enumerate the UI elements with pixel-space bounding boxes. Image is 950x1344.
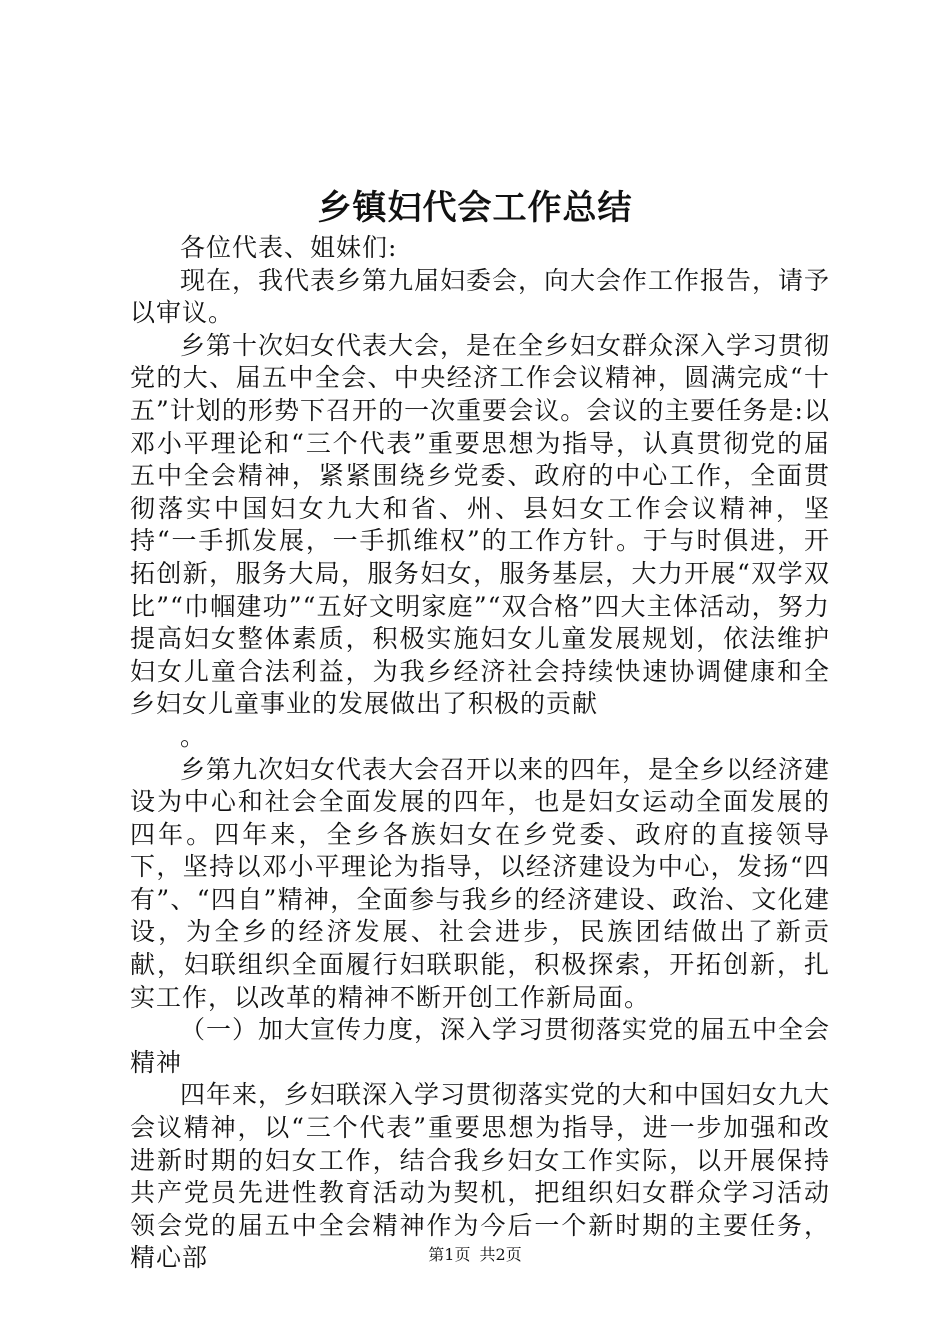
section-heading: （一）加大宣传力度，深入学习贯彻落实党的届五中全会精神 [130, 1015, 831, 1077]
salutation-paragraph: 各位代表、姐妹们: [180, 233, 398, 262]
page-number: 第1页 [428, 1245, 471, 1264]
document-body [130, 232, 830, 1275]
body-paragraph: 现在，我代表乡第九届妇委会，向大会作工作报告，请予以审议。 [130, 265, 831, 328]
body-paragraph: 四年来，乡妇联深入学习贯彻落实党的大和中国妇女九大会议精神，以“三个代表”重要思想为指导，进一步加强和改进新时期的妇女工作，结合我乡妇女工作实际，以开展保持共产党员先进性教育活动为契机，把组织妇女群众学习活动领会党的届五中全会精神作为今后一个新时期的主要任务，精心部 [130, 1080, 831, 1273]
page-footer [0, 1244, 950, 1266]
stray-punctuation: 。 [180, 721, 207, 751]
document-title: 乡镇妇代会工作总结 [317, 188, 633, 228]
page-total: 共2页 [479, 1245, 522, 1264]
body-paragraph: 乡第十次妇女代表大会，是在全乡妇女群众深入学习贯彻党的大、届五中全会、中央经济工作会议精神，圆满完成“十五”计划的形势下召开的一次重要会议。会议的主要任务是:以邓小平理论和“三个代表”重要思想为指导，认真贯彻党的届五中全会精神，紧紧围绕乡党委、政府的中心工作，全面贯彻落实中国妇女九大和省、州、县妇女工作会议精神，坚持“一手抓发展，一手抓维权”的工作方针。于与时俱进，开拓创新，服务大局，服务妇女，服务基层，大力开展“双学双比”“巾帼建功”“五好文明家庭”“双合格”四大主体活动，努力提高妇女整体素质，积极实施妇女儿童发展规划，依法维护妇女儿童合法利益，为我乡经济社会持续快速协调健康和全乡妇女儿童事业的发展做出了积极的贡献 [130, 330, 831, 719]
body-paragraph: 乡第九次妇女代表大会召开以来的四年，是全乡以经济建设为中心和社会全面发展的四年，也是妇女运动全面发展的四年。四年来，全乡各族妇女在乡党委、政府的直接领导下，坚持以邓小平理论为指导，以经济建设为中心，发扬“四有”、“四自”精神，全面参与我乡的经济建设、政治、文化建设，为全乡的经济发展、社会进步，民族团结做出了新贡献，妇联组织全面履行妇联职能，积极探索，开拓创新，扎实工作，以改革的精神不断开创工作新局面。 [130, 754, 831, 1012]
